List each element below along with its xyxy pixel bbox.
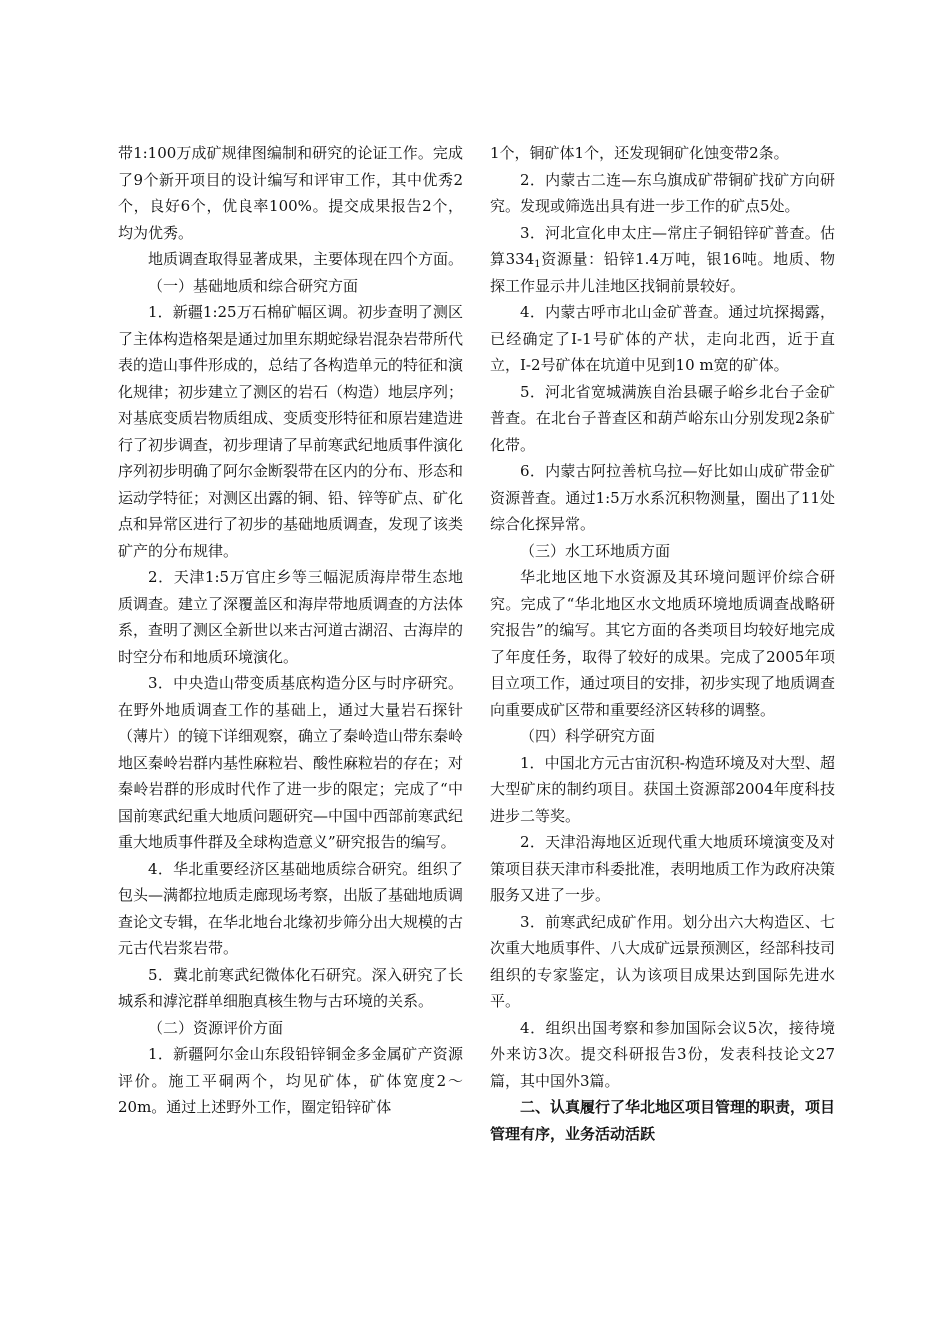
subsection-heading: （三）水工环地质方面 — [520, 541, 671, 560]
paragraph: 4．华北重要经济区基础地质综合研究。组织了包头—满都拉地质走廊现场考察，出版了基础地质调查论文专辑，在华北地台北缘初步筛分出大规模的古元古代岩浆岩带。 — [118, 859, 464, 957]
paragraph: 2．天津沿海地区近现代重大地质环境演变及对策项目获天津市科委批准，表明地质工作为政府决策服务又进了一步。 — [490, 833, 836, 904]
subsection-heading: （二）资源评价方面 — [148, 1018, 284, 1037]
paragraph: 2．天津1:5万官庄乡等三幅泥质海岸带生态地质调查。建立了深覆盖区和海岸带地质调查的方法体系，查明了测区全新世以来古河道古湖沼、古海岸的时空分布和地质环境演化。 — [118, 568, 464, 666]
paragraph: 1．新疆1:25万石棉矿幅区调。初步查明了测区了主体构造格架是通过加里东期蛇绿岩混杂岩带所代表的造山事件形成的，总结了各构造单元的特征和演化规律；初步建立了测区的岩石（构造）地层序列；对基底变质岩物质组成、变质变形特征和原岩建造进行了初步调查，初步理请了早前寒武纪地质事件演化序列初步明确了阿尔金断裂带在区内的分布、形态和运动学特征；对测区出露的铜、铅、锌等矿点、矿化点和异常区进行了初步的基础地质调查，发现了该类矿产的分布规律。 — [118, 303, 464, 560]
paragraph: 1个，铜矿体1个，还发现铜矿化蚀变带2条。 — [490, 144, 789, 162]
paragraph: 6．内蒙古阿拉善杭乌拉—好比如山成矿带金矿资源普查。通过1:5万水系沉积物测量，圈出了11处综合化探异常。 — [490, 462, 835, 533]
right-column — [490, 140, 835, 1147]
paragraph: 2．内蒙古二连—东乌旗成矿带铜矿找矿方向研究。发现或筛选出具有进一步工作的矿点5处。 — [490, 170, 835, 215]
subsection-heading: （一）基础地质和综合研究方面 — [148, 276, 359, 295]
paragraph-text: 资源量：铅锌1.4万吨，银16吨。地质、物探工作显示井儿洼地区找铜前景较好。 — [490, 250, 835, 295]
paragraph: 3．前寒武纪成矿作用。划分出六大构造区、七次重大地质事件、八大成矿远景预测区，经部科技司组织的专家鉴定，认为该项目成果达到国际先进水平。 — [490, 912, 836, 1010]
paragraph: 4．内蒙古呼市北山金矿普查。通过坑探揭露，已经确定了I-1号矿体的产状，走向北西，近于直立，I-2号矿体在坑道中见到10 m宽的矿体。 — [490, 303, 835, 374]
paragraph: 1．中国北方元古宙沉积-构造环境及对大型、超大型矿床的制约项目。获国土资源部2004年度科技进步二等奖。 — [490, 753, 835, 825]
subscript: 1 — [534, 259, 541, 270]
section-heading: 二、认真履行了华北地区项目管理的职责，项目管理有序，业务活动活跃 — [490, 1098, 836, 1143]
paragraph: 带1:100万成矿规律图编制和研究的论证工作。完成了9个新开项目的设计编写和评审工作，其中优秀2个，良好6个，优良率100%。提交成果报告2个，均为优秀。 — [118, 144, 463, 242]
paragraph: 华北地区地下水资源及其环境问题评价综合研究。完成了“华北地区水文地质环境地质调查战略研究报告”的编写。其它方面的各类项目均较好地完成了年度任务，取得了较好的成果。完成了2005年项目立项工作，通过项目的安排，初步实现了地质调查向重要成矿区带和重要经济区转移的调整。 — [490, 568, 836, 719]
left-column — [118, 140, 463, 1121]
paragraph-text: 3．河北宣化申太庄—常庄子铜铅锌矿普查。估算334 — [490, 223, 835, 268]
subsection-heading: （四）科学研究方面 — [520, 727, 656, 745]
paragraph: 3．中央造山带变质基底构造分区与时序研究。在野外地质调查工作的基础上，通过大量岩石探针（薄片）的镜下详细观察，确立了秦岭造山带东秦岭地区秦岭岩群内基性麻粒岩、酸性麻粒岩的存在；对秦岭岩群的形成时代作了进一步的限定；完成了“中国前寒武纪重大地质问题研究—中国中西部前寒武纪重大地质事件群及全球构造意义”研究报告的编写。 — [118, 674, 464, 851]
paragraph: 1．新疆阿尔金山东段铅锌铜金多金属矿产资源评价。施工平硐两个，均见矿体，矿体宽度2～20m。通过上述野外工作，圈定铅锌矿体 — [118, 1045, 463, 1116]
paragraph: 地质调查取得显著成果，主要体现在四个方面。 — [148, 250, 464, 268]
paragraph: 5．河北省宽城满族自治县碾子峪乡北台子金矿普查。在北台子普查区和葫芦峪东山分别发现2条矿化带。 — [490, 382, 835, 454]
paragraph: 4．组织出国考察和参加国际会议5次，接待境外来访3次。提交科研报告3份，发表科技论文27篇，其中国外3篇。 — [490, 1018, 835, 1090]
paragraph: 5．冀北前寒武纪微体化石研究。深入研究了长城系和滹沱群单细胞真核生物与古环境的关系。 — [118, 965, 463, 1010]
paragraph — [490, 220, 835, 300]
